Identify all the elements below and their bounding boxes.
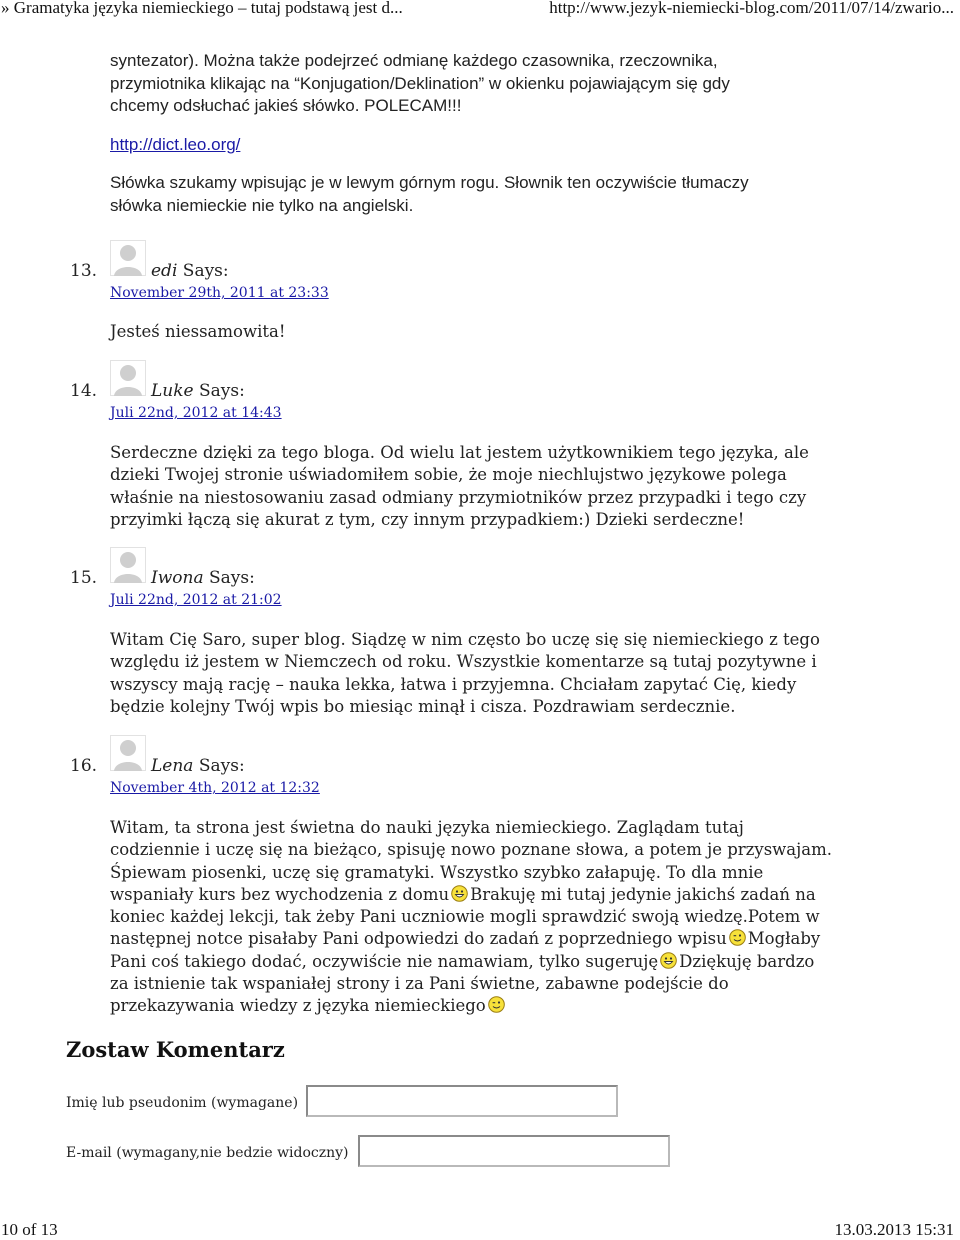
- text-fragment: Pani coś takiego dodać, oczywiście nie namawiam, tylko sugeruję: [110, 951, 659, 971]
- comment-author-line: [151, 756, 245, 776]
- says-label: Says:: [199, 381, 245, 401]
- comment-number: 15.: [70, 568, 98, 588]
- says-label: Says:: [209, 568, 255, 588]
- text-line: słówka niemieckie nie tylko na angielski.: [110, 195, 414, 215]
- text-line: za istnienie tak wspaniałej strony i za Pani świetne, zabawne podejście do: [110, 974, 729, 994]
- text-fragment: Dziękuję bardzo: [679, 951, 815, 971]
- comment-number: 16.: [70, 756, 98, 776]
- default-avatar-icon: [110, 547, 146, 583]
- text-line: względu iż jestem w Niemczech od roku. Wszystkie komentarze są tutaj pozytywne i: [110, 652, 817, 672]
- text-line: będzie kolejny Twój wpis bo miesiąc minął i cisza. Pozdrawiam serdecznie.: [110, 696, 736, 716]
- text-fragment: następnej notce pisałaby Pani odpowiedzi do zadań z poprzedniego wpisu: [110, 929, 727, 949]
- text-line: Jesteś niessamowita!: [110, 322, 286, 341]
- print-header-title: » Gramatyka języka niemieckiego – tutaj podstawą jest d...: [1, 0, 403, 17]
- comment-date-link[interactable]: Juli 22nd, 2012 at 21:02: [110, 592, 282, 608]
- print-footer: [0, 1218, 960, 1238]
- name-label: Imię lub pseudonim (wymagane): [66, 1095, 299, 1111]
- text-line: Śpiewam piosenki, uczę się gramatyki. Wszystko szybko załapuję. To dla mnie: [110, 862, 764, 882]
- text-line: Słówka szukamy wpisując je w lewym górnym rogu. Słownik ten oczywiście tłumaczy: [110, 173, 749, 192]
- text-line: przymiotnika klikając na “Konjugation/Deklination” w okienku pojawiającym się gdy: [110, 73, 730, 93]
- text-line: Serdeczne dzięki za tego bloga. Od wielu lat jestem użytkownikiem tego języka, ale: [110, 443, 809, 462]
- grin-smiley-icon: [451, 885, 468, 902]
- text-line: przyimki łączą się akurat z tym, czy innym przypadkiem:) Dzieki serdeczne!: [110, 509, 745, 529]
- comment-number: 13.: [70, 261, 98, 281]
- print-datetime: 13.03.2013 15:31: [834, 1220, 954, 1239]
- text-line: [110, 884, 910, 906]
- says-label: Says:: [182, 261, 229, 281]
- text-line: koniec każdej lekcji, tak żeby Pani uczniowie mogli sprawdzić swoją wiedzę.Potem w: [110, 907, 820, 927]
- name-field[interactable]: [306, 1085, 618, 1117]
- page-number: 10 of 13: [1, 1220, 58, 1239]
- text-fragment: Brakuję mi tutaj jedynie jakichś zadań na: [470, 884, 816, 904]
- text-line: [110, 928, 910, 950]
- text-fragment: wspaniały kurs bez wychodzenia z domu: [110, 884, 450, 904]
- text-fragment: przekazywania wiedzy z języka niemieckiego: [110, 996, 486, 1016]
- comment-body: [110, 321, 910, 343]
- comment-date-link[interactable]: Juli 22nd, 2012 at 14:43: [110, 405, 282, 421]
- comment-author-line: [151, 261, 229, 281]
- comment-number: 14.: [70, 381, 98, 401]
- comment-author-line: [151, 381, 245, 401]
- grin-smiley-icon: [660, 952, 677, 969]
- comment-body: [110, 817, 910, 1018]
- text-line: chcemy odsłuchać jakieś słówko. POLECAM!!!: [110, 96, 462, 115]
- text-line: Witam Cię Saro, super blog. Siądzę w nim często bo uczę się się niemieckiego z tego: [110, 630, 820, 649]
- link-paragraph: [110, 134, 930, 157]
- comment-body: [110, 442, 910, 531]
- text-fragment: Mogłaby: [747, 929, 821, 949]
- print-header: [0, 0, 960, 20]
- text-line: dzieki Twojej stronie uświadomiłem sobie, że moje niechlujstwo językowe polega: [110, 465, 787, 485]
- email-field[interactable]: [358, 1135, 670, 1167]
- comment-author: edi: [151, 261, 178, 281]
- text-line: wszyscy mają rację – nauka lekka, łatwa i przyjemna. Chciałam zapytać Cię, kiedy: [110, 674, 797, 694]
- default-avatar-icon: [110, 735, 146, 771]
- dict-leo-link[interactable]: http://dict.leo.org/: [110, 134, 241, 154]
- email-label: E-mail (wymagany,nie bedzie widoczny): [66, 1145, 349, 1161]
- comment-form-title: Zostaw Komentarz: [66, 1037, 285, 1062]
- previous-comment-note: [110, 172, 930, 217]
- text-line: Witam, ta strona jest świetna do nauki języka niemieckiego. Zaglądam tutaj: [110, 818, 744, 837]
- wink-smiley-icon: [729, 929, 746, 946]
- comment-date-link[interactable]: November 29th, 2011 at 23:33: [110, 285, 329, 301]
- comment-body: [110, 629, 910, 718]
- comment-author-line: [151, 568, 255, 588]
- comment-author: Lena: [151, 756, 194, 776]
- comment-author: Iwona: [151, 568, 204, 588]
- previous-comment-tail: [110, 50, 930, 217]
- previous-comment-text: [110, 50, 930, 118]
- text-line: [110, 951, 910, 973]
- comment-date-link[interactable]: November 4th, 2012 at 12:32: [110, 780, 320, 796]
- wink-smiley-icon: [488, 996, 505, 1013]
- print-header-url: http://www.jezyk-niemiecki-blog.com/2011/07/14/zwario...: [549, 0, 954, 17]
- text-line: codziennie i uczę się na bieżąco, spisuję nowo poznane słowa, a potem je przyswajam.: [110, 840, 832, 860]
- comment-author: Luke: [151, 381, 194, 401]
- default-avatar-icon: [110, 240, 146, 276]
- default-avatar-icon: [110, 360, 146, 396]
- text-line: właśnie na niestosowaniu zasad odmiany przymiotników przez przypadki i tego czy: [110, 487, 807, 507]
- text-line: syntezator). Można także podejrzeć odmianę każdego czasownika, rzeczownika,: [110, 51, 718, 70]
- text-line: [110, 995, 910, 1017]
- says-label: Says:: [198, 756, 245, 776]
